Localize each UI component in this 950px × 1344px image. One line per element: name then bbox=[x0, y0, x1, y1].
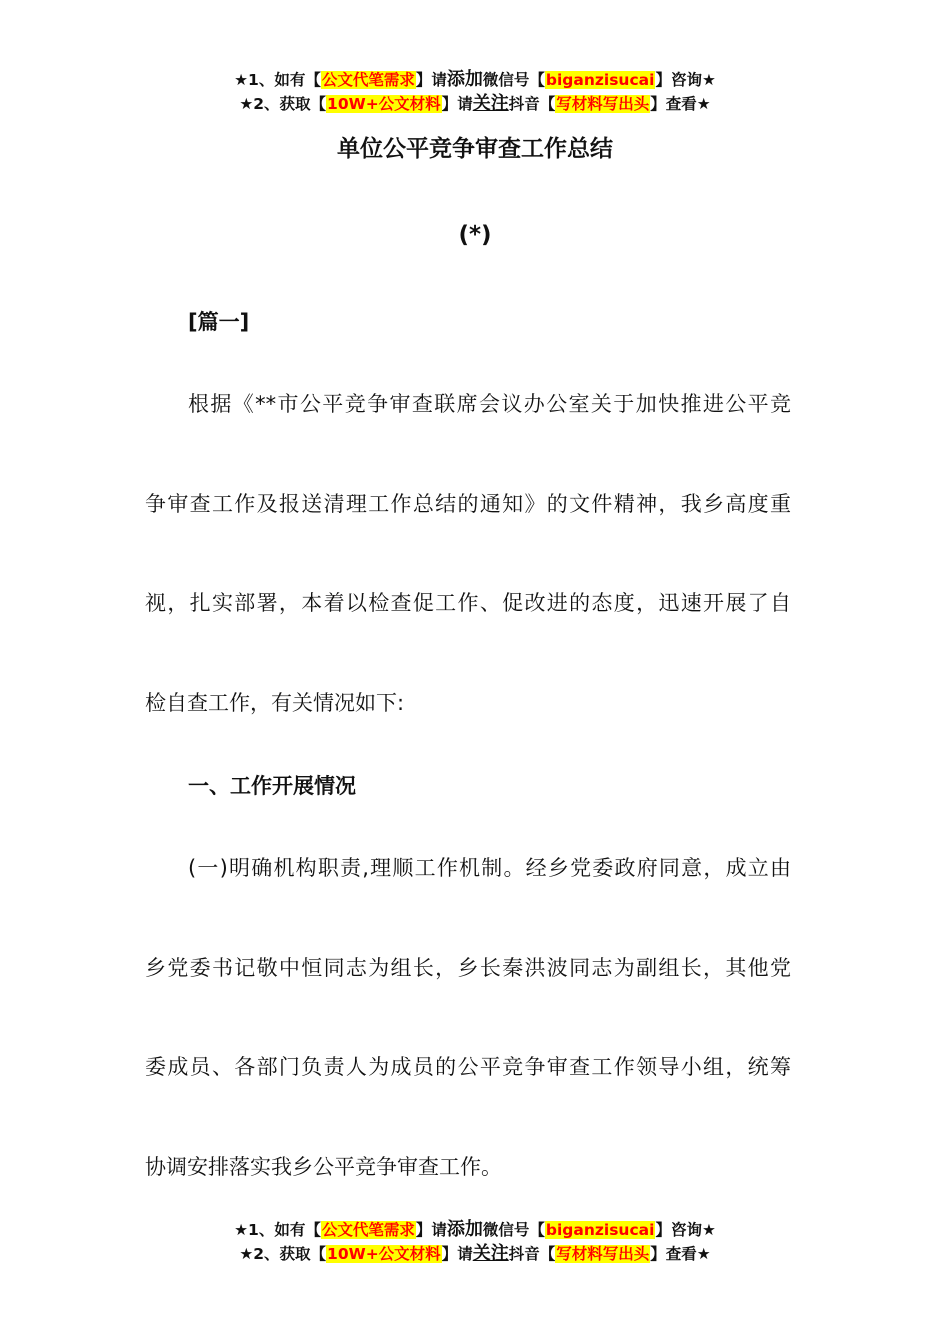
section-heading: 一、工作开展情况 bbox=[188, 774, 356, 798]
banner-text: ★2、获取【 bbox=[239, 1245, 327, 1263]
banner-text: ★2、获取【 bbox=[239, 95, 327, 113]
banner-highlight: 写材料写出头 bbox=[556, 95, 650, 113]
banner-line-1 bbox=[0, 68, 950, 92]
paragraph-line: 争审查工作及报送清理工作总结的通知》的文件精神，我乡高度重 bbox=[145, 492, 791, 516]
paragraph-line: 检自查工作，有关情况如下: bbox=[145, 691, 405, 715]
banner-emphasis: 关注 bbox=[472, 93, 509, 114]
banner-text: 】请 bbox=[441, 1245, 473, 1263]
banner-highlight: 公文代笔需求 bbox=[321, 71, 415, 89]
banner-emphasis: 添加 bbox=[446, 1219, 483, 1240]
banner-highlight: 写材料写出头 bbox=[556, 1245, 650, 1263]
banner-text: 】请 bbox=[415, 71, 447, 89]
banner-text: 】咨询★ bbox=[655, 71, 716, 89]
paragraph-line: 视，扎实部署，本着以检查促工作、促改进的态度，迅速开展了自 bbox=[145, 591, 791, 615]
banner-text: 】咨询★ bbox=[655, 1221, 716, 1239]
banner-emphasis: 添加 bbox=[446, 69, 483, 90]
banner-line-2 bbox=[0, 92, 950, 116]
banner-text: ★1、如有【 bbox=[234, 1221, 321, 1239]
banner-text: ★1、如有【 bbox=[234, 71, 321, 89]
banner-text: 】查看★ bbox=[650, 95, 711, 113]
paragraph-line: 委成员、各部门负责人为成员的公平竞争审查工作领导小组，统筹 bbox=[145, 1055, 791, 1079]
banner-highlight: biganzisucai bbox=[545, 71, 655, 89]
banner-text: 微信号【 bbox=[482, 71, 545, 89]
banner-text: 抖音【 bbox=[508, 1245, 556, 1263]
banner-text: 微信号【 bbox=[482, 1221, 545, 1239]
banner-highlight: biganzisucai bbox=[545, 1221, 655, 1239]
paragraph-line: (一)明确机构职责,理顺工作机制。经乡党委政府同意，成立由 bbox=[188, 856, 791, 880]
paragraph-line: 协调安排落实我乡公平竞争审查工作。 bbox=[145, 1155, 502, 1179]
paragraph-line: 乡党委书记敬中恒同志为组长，乡长秦洪波同志为副组长，其他党 bbox=[145, 956, 791, 980]
section-label: [篇一] bbox=[188, 310, 250, 334]
top-banner bbox=[0, 68, 950, 116]
banner-line-2 bbox=[0, 1242, 950, 1266]
banner-emphasis: 关注 bbox=[472, 1243, 509, 1264]
document-subtitle: (*) bbox=[458, 222, 492, 248]
banner-line-1 bbox=[0, 1218, 950, 1242]
banner-text: 】请 bbox=[415, 1221, 447, 1239]
bottom-banner bbox=[0, 1218, 950, 1266]
banner-highlight: 10W+公文材料 bbox=[327, 1245, 441, 1263]
banner-highlight: 10W+公文材料 bbox=[327, 95, 441, 113]
document-title: 单位公平竞争审查工作总结 bbox=[337, 136, 613, 162]
paragraph-line: 根据《**市公平竞争审查联席会议办公室关于加快推进公平竞 bbox=[188, 392, 791, 416]
banner-text: 】请 bbox=[441, 95, 473, 113]
banner-text: 抖音【 bbox=[508, 95, 556, 113]
banner-highlight: 公文代笔需求 bbox=[321, 1221, 415, 1239]
banner-text: 】查看★ bbox=[650, 1245, 711, 1263]
